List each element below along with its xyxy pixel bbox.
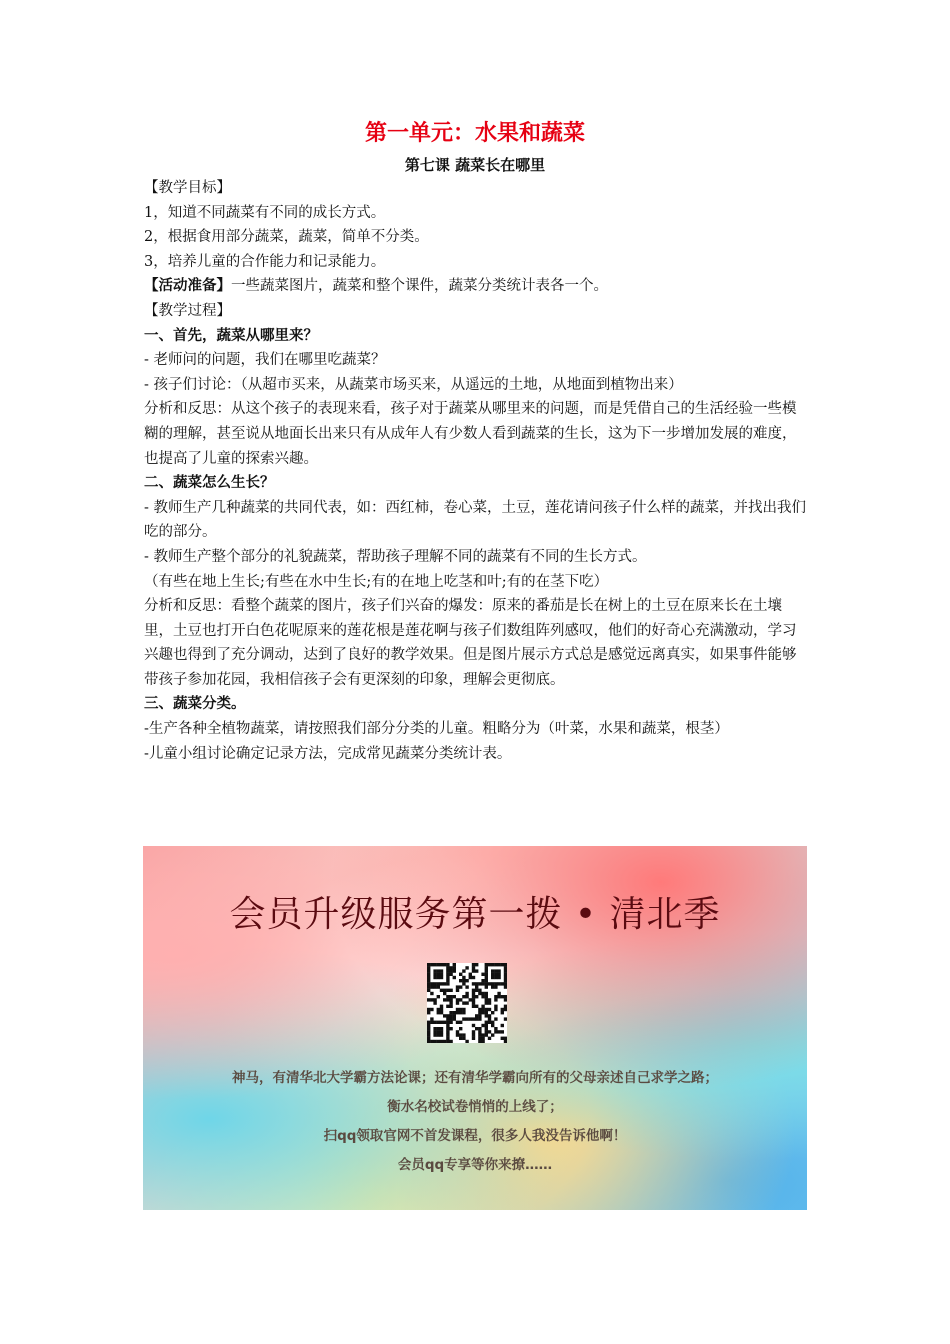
objective-2: 2，根据食用部分蔬菜，蔬菜，简单不分类。 — [144, 229, 429, 246]
lesson-title: 第七课 蔬菜长在哪里 — [404, 156, 546, 174]
prep-label: 【活动准备】 — [144, 277, 231, 295]
banner-line-1: 神马，有清华北大学霸方法论课；还有清华学霸向所有的父母亲述自己求学之路； — [232, 1070, 718, 1086]
prep-text: 一些蔬菜图片，蔬菜和整个课件，蔬菜分类统计表各一个。 — [231, 278, 608, 295]
section-3-para-2: -儿童小组讨论确定记录方法，完成常见蔬菜分类统计表。 — [144, 745, 512, 762]
objective-3: 3，培养儿童的合作能力和记录能力。 — [144, 253, 386, 270]
section-3-heading: 三、蔬菜分类。 — [144, 696, 246, 713]
banner-title: 会员升级服务第一拨 • 清北季 — [229, 894, 721, 935]
qr-code-icon[interactable] — [427, 963, 507, 1043]
banner-text — [143, 1064, 807, 1180]
prep-paragraph — [144, 274, 808, 299]
section-1-heading: 一、首先，蔬菜从哪里来？ — [144, 327, 318, 344]
lesson-body — [144, 176, 808, 766]
section-3-para-1: -生产各种全植物蔬菜，请按照我们部分分类的儿童。粗略分为（叶菜，水果和蔬菜，根茎） — [144, 721, 729, 738]
unit-title: 第一单元：水果和蔬菜 — [364, 121, 585, 146]
process-label: 【教学过程】 — [144, 302, 231, 319]
section-1-para-3: 分析和反思：从这个孩子的表现来看，孩子对于蔬菜从哪里来的问题，而是凭借自己的生活经验一些模糊的理解，甚至说从地面长出来只有从成年人有少数人看到蔬菜的生长，这为下一步增加发展的难度，也提高了儿童的探索兴趣。 — [144, 401, 797, 467]
banner-line-2: 衡水名校试卷悄悄的上线了； — [387, 1099, 563, 1115]
objectives-label: 【教学目标】 — [144, 180, 231, 196]
section-2-heading: 二、蔬菜怎么生长？ — [144, 475, 275, 492]
section-2-para-2: - 教师生产整个部分的礼貌蔬菜，帮助孩子理解不同的蔬菜有不同的生长方式。 — [144, 548, 647, 565]
banner-line-3: 扫qq领取官网不首发课程，很多人我没告诉他啊！ — [323, 1128, 627, 1144]
promo-banner[interactable] — [143, 846, 807, 1210]
objective-1: 1，知道不同蔬菜有不同的成长方式。 — [144, 204, 386, 221]
section-2-para-3: （有些在地上生长;有些在水中生长;有的在地上吃茎和叶;有的在茎下吃） — [144, 573, 609, 590]
section-2-para-1: - 教师生产几种蔬菜的共同代表，如：西红柿，卷心菜，土豆，莲花请问孩子什么样的蔬菜，并找出我们吃的部分。 — [144, 499, 807, 541]
section-1-para-1: - 老师问的问题，我们在哪里吃蔬菜？ — [144, 352, 386, 369]
section-2-para-4: 分析和反思：看整个蔬菜的图片，孩子们兴奋的爆发：原来的番茄是长在树上的土豆在原来长在土壤里，土豆也打开白色花呢原来的莲花根是莲花啊与孩子们数组阵列感叹，他们的好奇心充满激动，学习兴趣也得到了充分调动，达到了良好的教学效果。但是图片展示方式总是感觉远离真实，如果事件能够带孩子参加花园，我相信孩子会有更深刻的印象，理解会更彻底。 — [144, 598, 797, 688]
section-1-para-2: - 孩子们讨论：（从超市买来，从蔬菜市场买来，从遥远的土地，从地面到植物出来） — [144, 376, 683, 393]
banner-line-4: 会员qq专享等你来撩…… — [397, 1157, 553, 1173]
